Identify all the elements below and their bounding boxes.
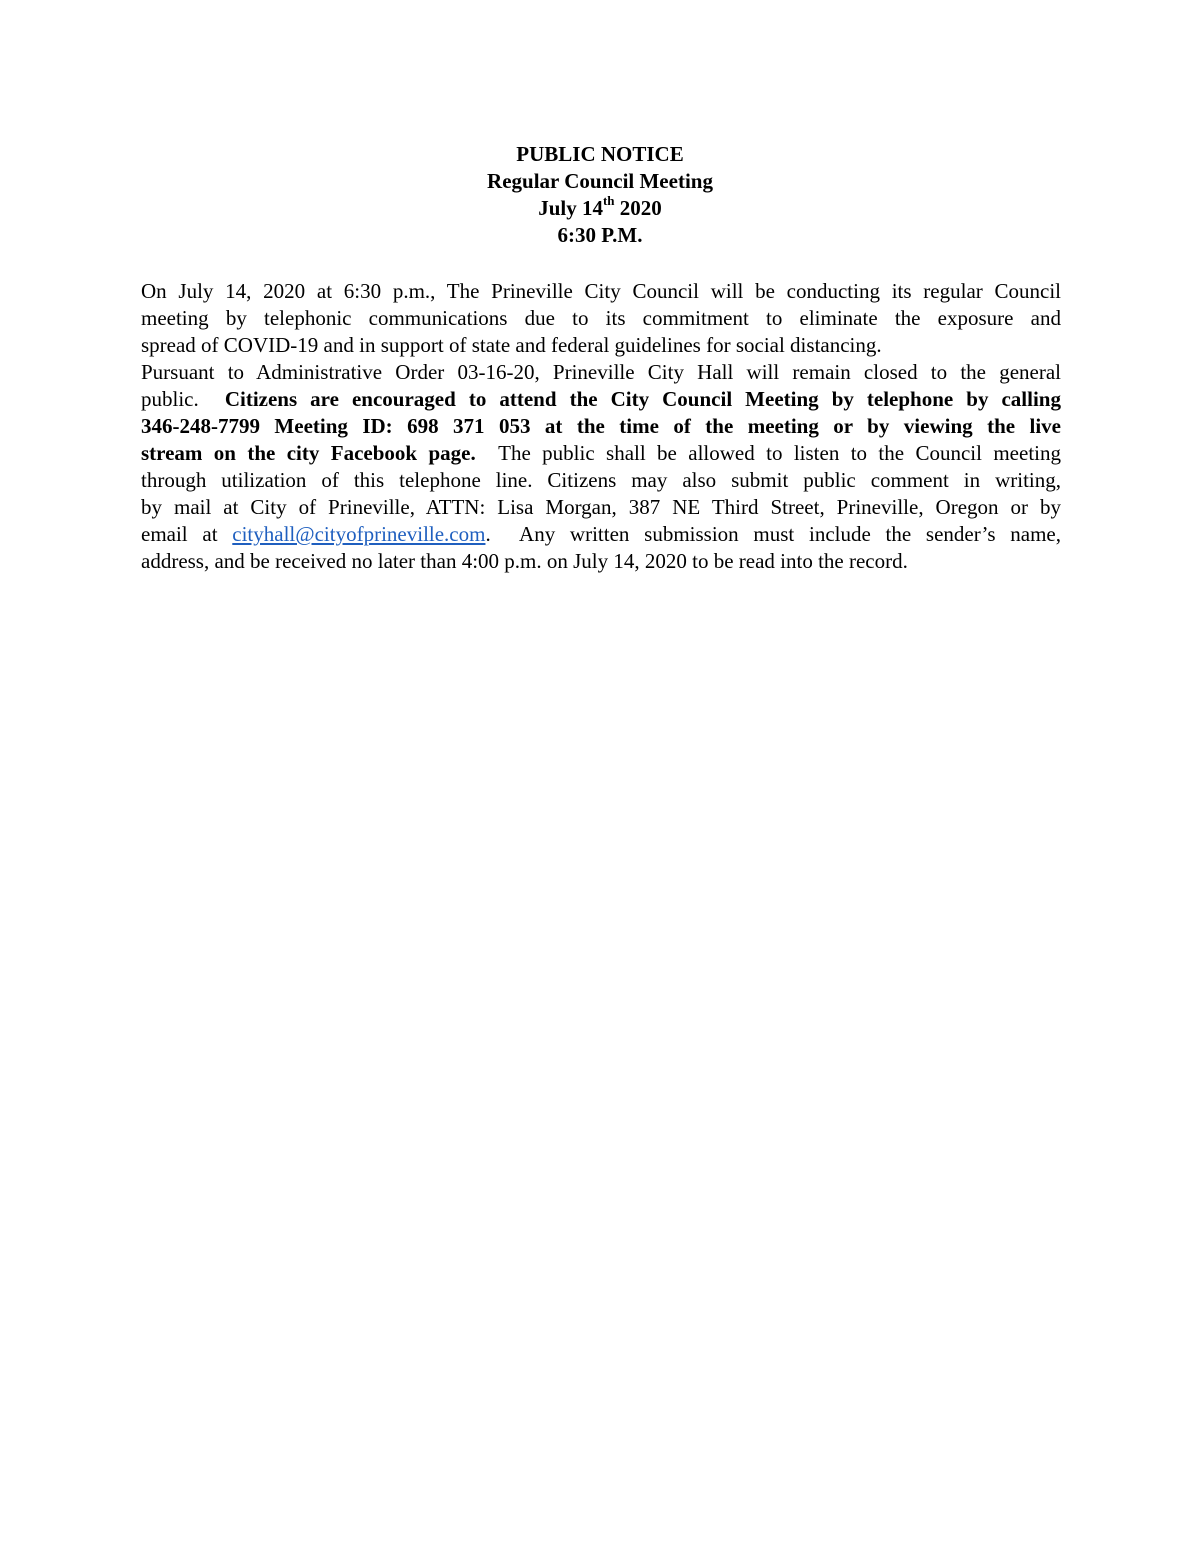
notice-title: PUBLIC NOTICE bbox=[516, 142, 684, 166]
meeting-date-month-day: July 14 bbox=[538, 196, 603, 220]
body-line-1: On July 14, 2020 at 6:30 p.m., The Prineville City Council will be conducting its regular Council bbox=[141, 279, 1061, 303]
body-line-10-suffix: . Any written submission must include the sender’s name, bbox=[485, 522, 1061, 546]
body-line-10-prefix: email at bbox=[141, 522, 233, 546]
meeting-date-ordinal: th bbox=[602, 193, 615, 208]
email-link[interactable]: cityhall@cityofprineville.com bbox=[232, 522, 486, 546]
meeting-date-year: 2020 bbox=[614, 196, 662, 220]
meeting-name: Regular Council Meeting bbox=[487, 169, 713, 193]
body-line-7-bold: stream on the city Facebook page. bbox=[141, 441, 476, 465]
body-line-3: spread of COVID-19 and in support of state and federal guidelines for social distancing. bbox=[141, 333, 882, 357]
body-line-10 bbox=[141, 521, 1061, 548]
body-line-8: through utilization of this telephone line. Citizens may also submit public comment in writing, bbox=[141, 468, 1061, 492]
notice-body bbox=[141, 278, 1061, 575]
body-line-2: meeting by telephonic communications due to its commitment to eliminate the exposure and bbox=[141, 306, 1061, 330]
body-line-11: address, and be received no later than 4:00 p.m. on July 14, 2020 to be read into the record. bbox=[141, 549, 908, 573]
body-line-6: 346-248-7799 Meeting ID: 698 371 053 at the time of the meeting or by viewing the live bbox=[141, 414, 1061, 438]
body-line-9: by mail at City of Prineville, ATTN: Lisa Morgan, 387 NE Third Street, Prineville, Oregon or by bbox=[141, 495, 1061, 519]
body-line-5 bbox=[141, 386, 1061, 413]
body-line-7 bbox=[141, 440, 1061, 467]
meeting-time: 6:30 P.M. bbox=[557, 223, 643, 247]
notice-heading bbox=[0, 141, 1200, 249]
body-line-5-text: public. bbox=[141, 387, 225, 411]
body-line-4: Pursuant to Administrative Order 03-16-20, Prineville City Hall will remain closed to the general bbox=[141, 360, 1061, 384]
meeting-date bbox=[0, 195, 1200, 222]
body-line-7-text: The public shall be allowed to listen to the Council meeting bbox=[475, 441, 1061, 465]
body-line-5-bold: Citizens are encouraged to attend the City Council Meeting by telephone by calling bbox=[224, 387, 1061, 411]
